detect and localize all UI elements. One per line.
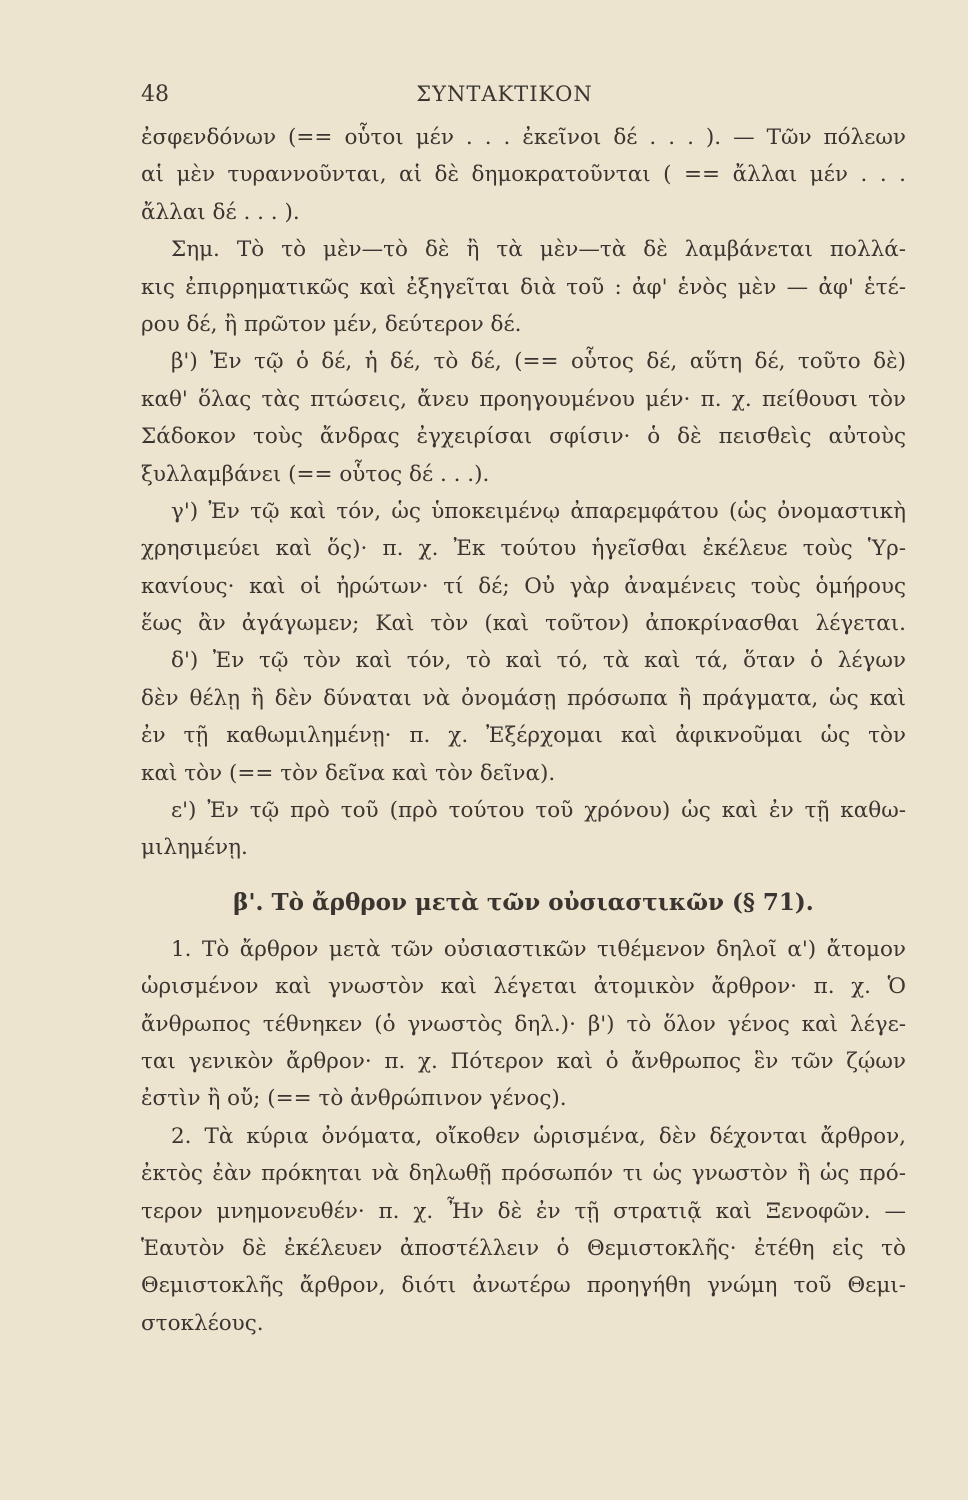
text-line: ἄλλαι δέ . . . ). [141,199,300,225]
page-number: 48 [141,82,169,107]
text-line: αἱ μὲν τυραννοῦνται, αἱ δὲ δημοκρατοῦνται ( == ἄλλαι μέν . . . [141,162,906,188]
text-line: δ') Ἐν τῷ τὸν καὶ τόν, τὸ καὶ τό, τὰ καὶ τά, ὅταν ὁ λέγων [171,648,906,674]
section-heading: β'. Τὸ ἄρθρον μετὰ τῶν οὐσιαστικῶν (§ 71). [233,888,814,916]
text-line: ἄνθρωπος τέθνηκεν (ὁ γνωστὸς δηλ.)· β') τὸ ὅλον γένος καὶ λέγε- [141,1011,906,1037]
text-line: στοκλέους. [141,1310,264,1336]
text-line: καvίους· καὶ οἱ ἠρώτων· τί δέ; Οὐ γὰρ ἀναμένεις τοὺς ὁμήρους [141,573,906,599]
text-line: ἐσφενδόνων (== οὗτοι μέν . . . ἐκεῖνοι δέ . . . ). — Τῶν πόλεων [141,125,906,150]
text-line: τερον μνημονευθέν· π. χ. Ἦν δὲ ἐν τῇ στρατιᾷ καὶ Ξενοφῶν. — [141,1198,906,1224]
text-line: β') Ἐν τῷ ὁ δέ, ἡ δέ, τὸ δέ, (== οὗτος δέ, αὕτη δέ, τοῦτο δὲ) [171,349,906,375]
text-line: Ἑαυτὸν δὲ ἐκέλευεν ἀποστέλλειν ὁ Θεμιστοκλῆς· ἐτέθη εἰς τὸ [141,1235,906,1261]
text-line: καὶ τὸν (== τὸν δεῖνα καὶ τὸν δεῖνα). [141,760,556,786]
text-line: ὡρισμένον καὶ γνωστὸν καὶ λέγεται ἀτομικὸν ἄρθρον· π. χ. Ὁ [141,974,906,1000]
text-line: ἐστὶν ἢ οὔ; (== τὸ ἀνθρώπινον γένος). [141,1086,567,1112]
text-line: Σάδοκον τοὺς ἄνδρας ἐγχειρίσαι σφίσιν· ὁ δὲ πεισθεὶς αὐτοὺς [141,424,906,450]
text-line: καθ' ὅλας τὰς πτώσεις, ἄνευ προηγουμένου μέν· π. χ. πείθουσι τὸν [141,386,906,412]
text-line: ε') Ἐν τῷ πρὸ τοῦ (πρὸ τούτου τοῦ χρόνου) ὡς καὶ ἐν τῇ καθω- [171,798,906,824]
text-line: 2. Τὰ κύρια ὀνόματα, οἴκοθεν ὡρισμένα, δὲν δέχονται ἄρθρον, [171,1123,906,1149]
text-line: ἐκτὸς ἐὰν πρόκηται νὰ δηλωθῇ πρόσωπόν τι ὡς γνωστὸν ἢ ὡς πρό- [141,1161,906,1187]
text-line: μιλημένῃ. [141,835,248,861]
body-text [141,119,906,1342]
text-line: ἐν τῇ καθωμιλημένῃ· π. χ. Ἐξέρχομαι καὶ ἀφικνοῦμαι ὡς τὸν [141,723,906,749]
page-header [141,82,868,112]
running-head: ΣΥΝΤΑΚΤΙΚΟΝ [416,82,593,106]
text-line: χρησιμεύει καὶ ὅς)· π. χ. Ἐκ τούτου ἡγεῖσθαι ἐκέλευε τοὺς Ὑρ- [141,536,906,562]
text-line: ρου δέ, ἢ πρῶτον μέν, δεύτερον δέ. [141,311,522,337]
text-line: γ') Ἐν τῷ καὶ τόν, ὡς ὑποκειμένῳ ἀπαρεμφάτου (ὡς ὀνομαστικὴ [171,498,906,524]
text-line: δὲν θέλῃ ἢ δὲν δύναται νὰ ὀνομάσῃ πρόσωπα ἢ πράγματα, ὡς καὶ [141,685,906,711]
text-line: ἕως ἂν ἀγάγωμεν; Καὶ τὸν (καὶ τοῦτον) ἀποκρίνασθαι λέγεται. [141,611,906,637]
text-line: 1. Τὸ ἄρθρον μετὰ τῶν οὐσιαστικῶν τιθέμενον δηλοῖ α') ἄτομον [171,936,906,962]
text-line: Θεμιστοκλῆς ἄρθρον, διότι ἀνωτέρω προηγήθη γνώμη τοῦ Θεμι- [141,1273,906,1299]
text-line: ται γενικὸν ἄρθρον· π. χ. Πότερον καὶ ὁ ἄνθρωπος ἓν τῶν ζῴων [141,1048,906,1074]
text-line: Σημ. Τὸ τὸ μὲν—τὸ δὲ ἢ τὰ μὲν—τὰ δὲ λαμβάνεται πολλά- [171,237,906,263]
text-line: ξυλλαμβάνει (== οὗτος δέ . . .). [141,461,490,487]
text-line: κις ἐπιρρηματικῶς καὶ ἐξηγεῖται διὰ τοῦ : ἀφ' ἑνὸς μὲν — ἀφ' ἑτέ- [141,274,906,300]
